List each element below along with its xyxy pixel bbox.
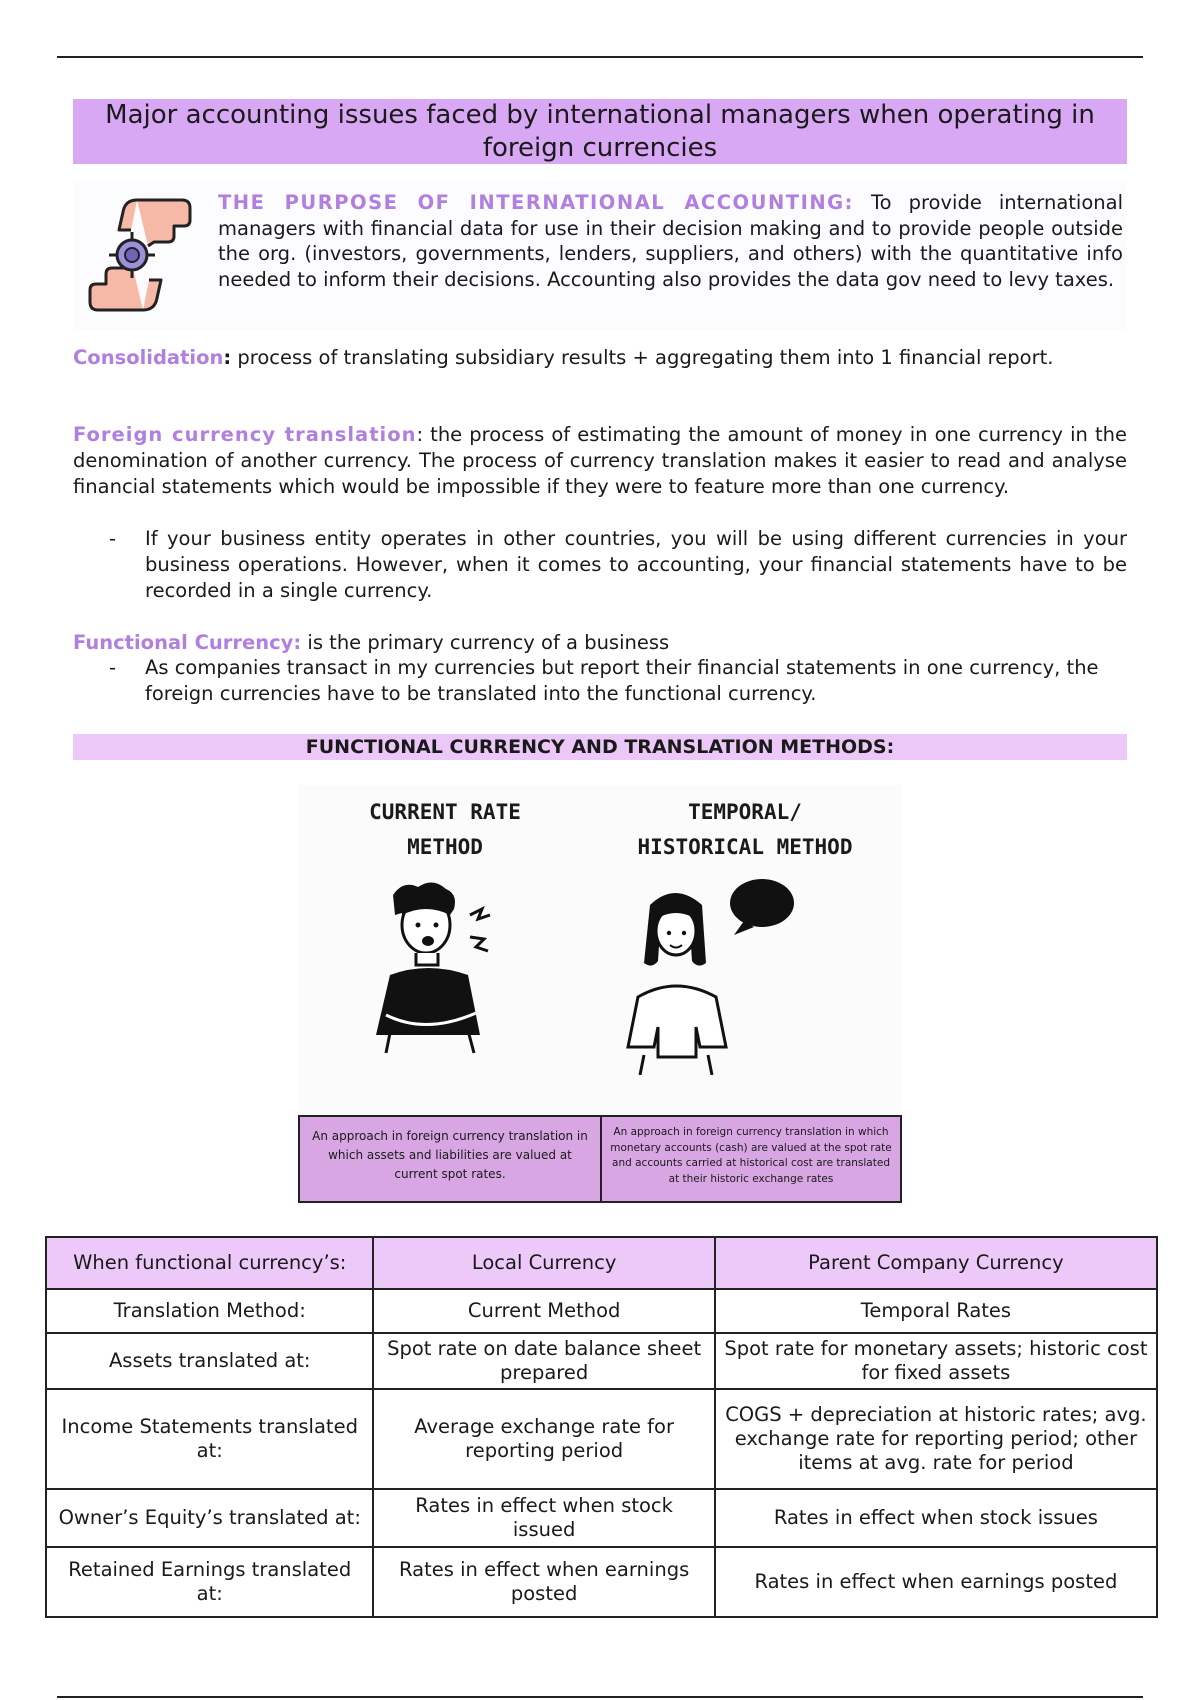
purpose-section <box>73 180 1127 330</box>
girl-speech-bubble-icon <box>628 879 794 1075</box>
top-divider <box>57 56 1143 58</box>
consolidation-colon: : <box>223 346 232 369</box>
current-rate-title-line2: METHOD <box>407 835 483 859</box>
table-cell: Rates in effect when earnings posted <box>373 1547 714 1617</box>
temporal-method-title-line2: HISTORICAL METHOD <box>637 835 853 859</box>
table-cell: Retained Earnings translated at: <box>46 1547 373 1617</box>
table-cell: Average exchange rate for reporting period <box>373 1389 714 1489</box>
table-cell: Income Statements translated at: <box>46 1389 373 1489</box>
foreign-translation-body: : the process of estimating the amount of money in one currency in the denomination of another currency. The process of currency translation makes it easier to read and analyse financial statements which would be impossible if they were to feature more than one currency. <box>73 423 1127 498</box>
current-rate-title <box>300 795 590 865</box>
table-row <box>46 1333 1157 1389</box>
purpose-label: THE PURPOSE OF INTERNATIONAL ACCOUNTING: <box>218 191 854 214</box>
bullet-marker: - <box>109 527 117 550</box>
table-cell: Rates in effect when stock issued <box>373 1489 714 1547</box>
bottom-divider <box>57 1696 1143 1698</box>
table-row <box>46 1489 1157 1547</box>
translation-methods-figure <box>298 785 902 1205</box>
temporal-method-title <box>600 795 890 865</box>
foreign-translation-bullet-text: If your business entity operates in other countries, you will be using different currencies in your business operations. However, when it comes to accounting, your financial statements have to be recorded in a single currency. <box>145 527 1127 602</box>
current-rate-title-line1: CURRENT RATE <box>369 800 521 824</box>
table-cell: Spot rate for monetary assets; historic cost for fixed assets <box>715 1333 1157 1389</box>
consolidation-label: Consolidation <box>73 346 224 369</box>
table-cell: Temporal Rates <box>715 1289 1157 1333</box>
table-header-cell: When functional currency’s: <box>46 1237 373 1289</box>
table-row <box>46 1389 1157 1489</box>
table-cell: COGS + depreciation at historic rates; avg. exchange rate for reporting period; other items at avg. rate for period <box>715 1389 1157 1489</box>
table-cell: Translation Method: <box>46 1289 373 1333</box>
table-header-cell: Parent Company Currency <box>715 1237 1157 1289</box>
table-cell: Assets translated at: <box>46 1333 373 1389</box>
table-cell: Spot rate on date balance sheet prepared <box>373 1333 714 1389</box>
functional-currency-paragraph <box>73 630 1127 656</box>
consolidation-paragraph <box>73 345 1127 371</box>
table-row <box>46 1289 1157 1333</box>
table-cell: Current Method <box>373 1289 714 1333</box>
temporal-method-description: An approach in foreign currency translation in which monetary accounts (cash) are valued at the spot rate and accounts carried at historical cost are translated at their historic exchange rates <box>600 1115 902 1203</box>
consolidation-body: process of translating subsidiary results + aggregating them into 1 financial report. <box>231 346 1054 369</box>
table-cell: Owner’s Equity’s translated at: <box>46 1489 373 1547</box>
purpose-paragraph <box>218 190 1123 292</box>
hands-frame-target-icon <box>75 190 205 320</box>
functional-currency-bullet-text: As companies transact in my currencies but report their financial statements in one currency, the foreign currencies have to be translated into the functional currency. <box>145 656 1099 705</box>
purpose-body: To provide international managers with financial data for use in their decision making and to provide people outside the org. (investors, governments, lenders, suppliers, and others) with the quantitative info needed to inform their decisions. Accounting also provides the data gov need to levy taxes. <box>218 191 1123 291</box>
bullet-marker: - <box>109 656 117 679</box>
foreign-translation-paragraph <box>73 422 1127 500</box>
current-rate-description: An approach in foreign currency translation in which assets and liabilities are valued at current spot rates. <box>298 1115 602 1203</box>
angry-boy-icon <box>376 882 490 1053</box>
table-header-row <box>46 1237 1157 1289</box>
table-header-cell: Local Currency <box>373 1237 714 1289</box>
functional-currency-table <box>45 1236 1158 1618</box>
functional-currency-label: Functional Currency: <box>73 631 302 654</box>
table-row <box>46 1547 1157 1617</box>
table-cell: Rates in effect when stock issues <box>715 1489 1157 1547</box>
page-title: Major accounting issues faced by international managers when operating in foreign currencies <box>73 99 1127 164</box>
section-heading: FUNCTIONAL CURRENCY AND TRANSLATION METHODS: <box>73 734 1127 760</box>
table-cell: Rates in effect when earnings posted <box>715 1547 1157 1617</box>
temporal-method-title-line1: TEMPORAL/ <box>688 800 802 824</box>
foreign-translation-label: Foreign currency translation <box>73 423 417 446</box>
figure-illustrations <box>298 875 902 1075</box>
functional-currency-body: is the primary currency of a business <box>301 631 670 654</box>
